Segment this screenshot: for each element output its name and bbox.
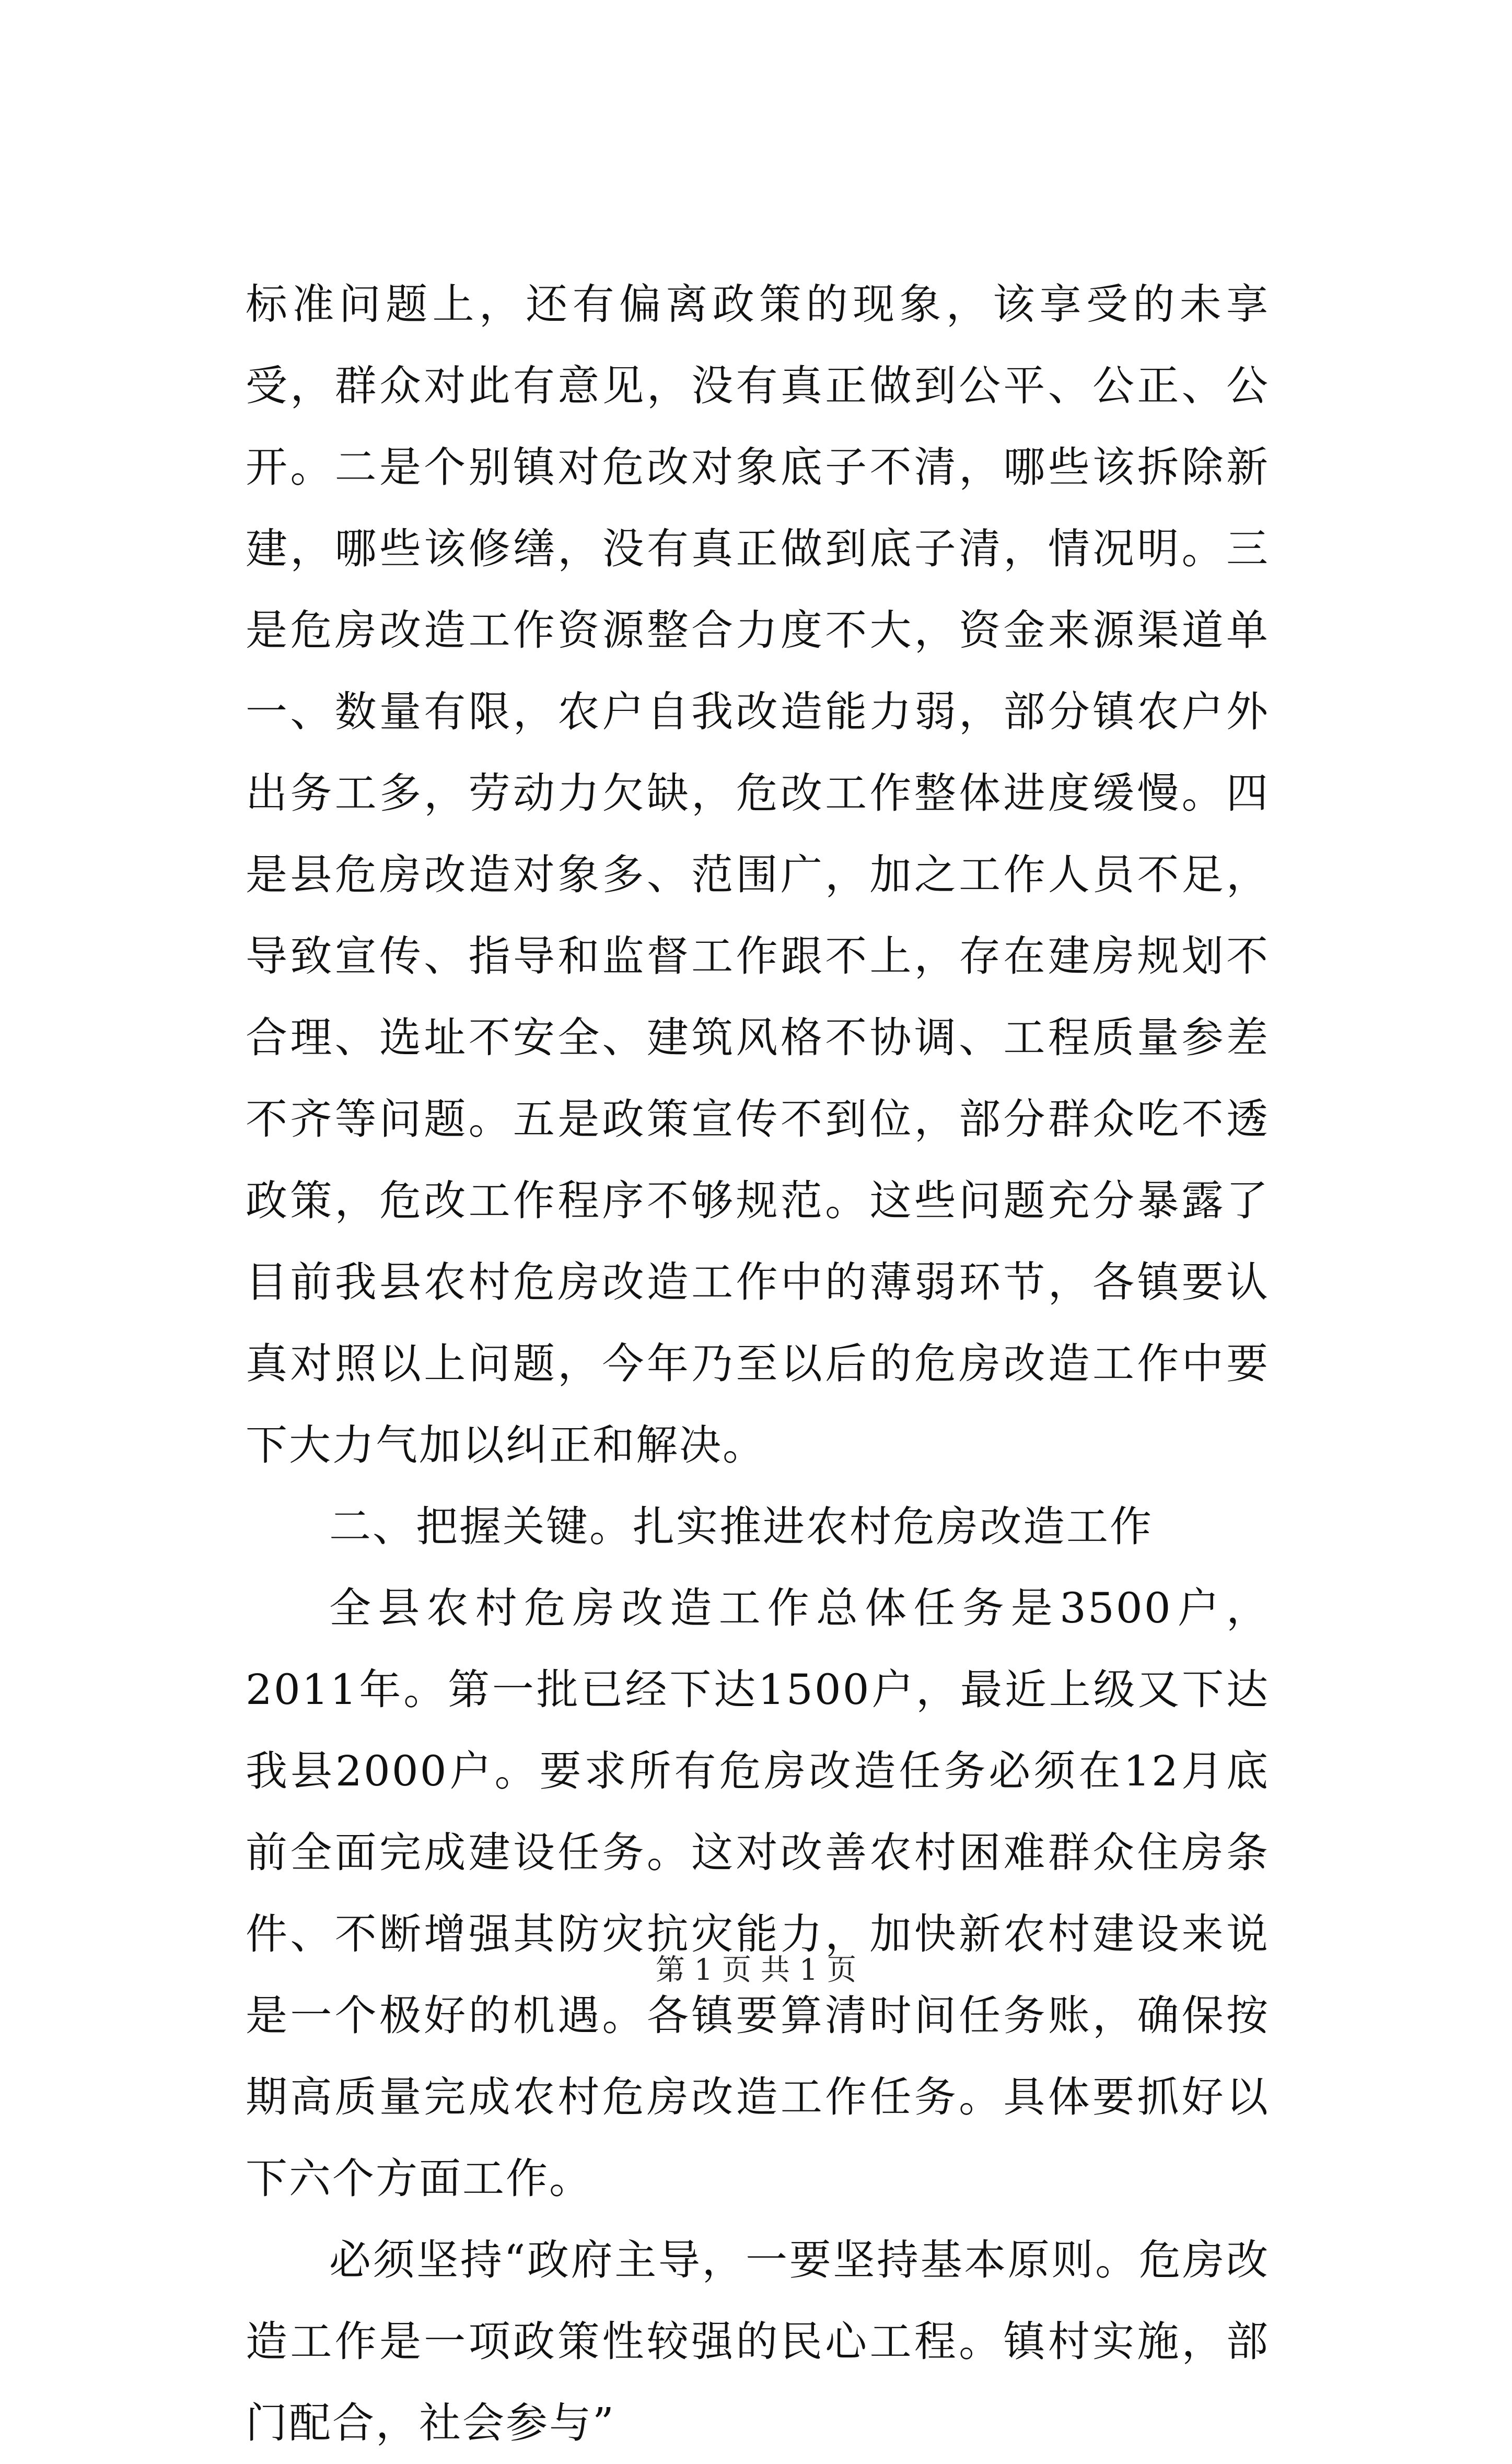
page-footer: 第 1 页 共 1 页	[655, 1953, 857, 1987]
paragraph-tasks: 全县农村危房改造工作总体任务是3500户，2011年。第一批已经下达1500户，最近上级又下达我县2000户。要求所有危房改造任务必须在12月底前全面完成建设任务。这对改善农村困难群众住房条件、不断增强其防灾抗灾能力，加快新农村建设来说是一个极好的机遇。各镇要算清时间任务账，确保按期高质量完成农村危房改造工作任务。具体要抓好以下六个方面工作。	[246, 1584, 1270, 2203]
document-body	[246, 264, 1270, 2464]
paragraph-principles: 必须坚持“政府主导，一要坚持基本原则。危房改造工作是一项政策性较强的民心工程。镇村实施，部门配合，社会参与”	[246, 2236, 1270, 2447]
section-heading-2: 二、把握关键。扎实推进农村危房改造工作	[329, 1502, 1153, 1551]
paragraph-problems: 标准问题上，还有偏离政策的现象，该享受的未享受，群众对此有意见，没有真正做到公平、公正、公开。二是个别镇对危改对象底子不清，哪些该拆除新建，哪些该修缮，没有真正做到底子清，情况明。三是危房改造工作资源整合力度不大，资金来源渠道单一、数量有限，农户自我改造能力弱，部分镇农户外出务工多，劳动力欠缺，危改工作整体进度缓慢。四是县危房改造对象多、范围广，加之工作人员不足，导致宣传、指导和监督工作跟不上，存在建房规划不合理、选址不安全、建筑风格不协调、工程质量参差不齐等问题。五是政策宣传不到位，部分群众吃不透政策，危改工作程序不够规范。这些问题充分暴露了目前我县农村危房改造工作中的薄弱环节，各镇要认真对照以上问题，今年乃至以后的危房改造工作中要下大力气加以纠正和解决。	[246, 280, 1270, 1469]
